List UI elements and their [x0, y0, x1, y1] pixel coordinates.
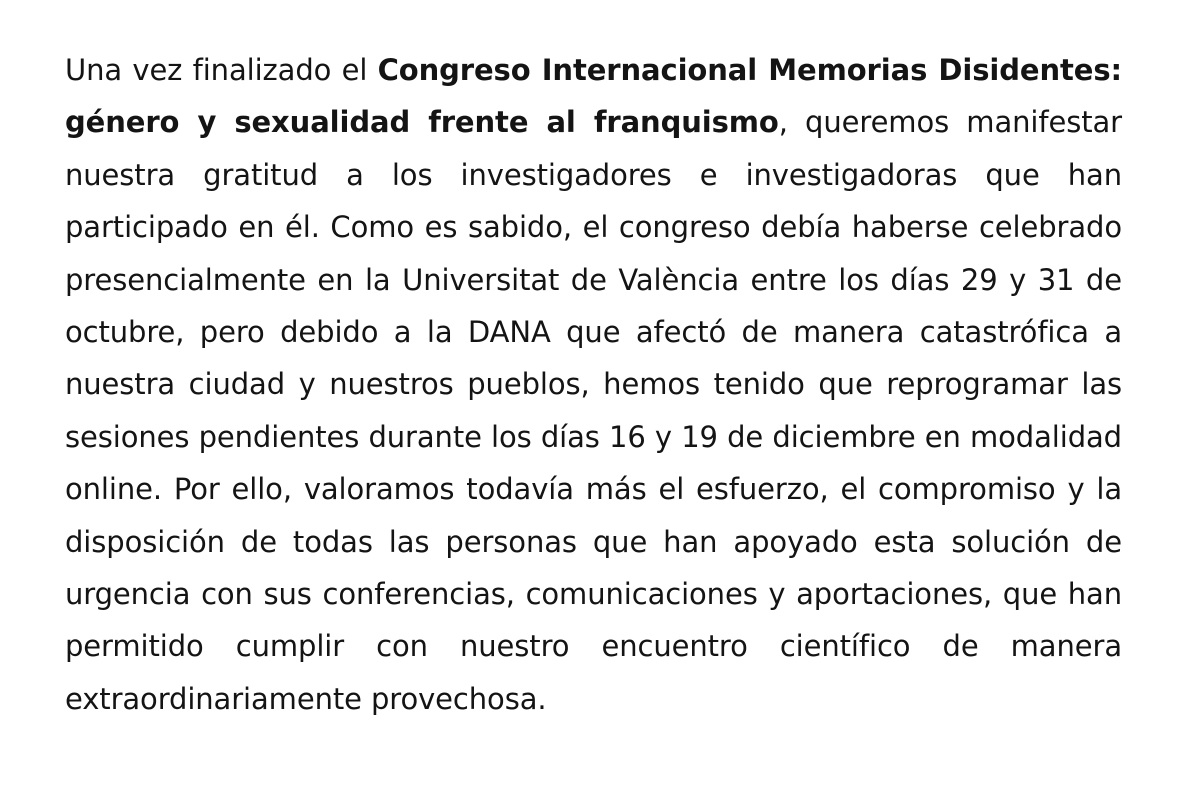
paragraph-body: , queremos manifestar nuestra gratitud a los investigadores e investigadoras que han participado en él. Como es sabido, el congreso debía haberse celebrado presencialmente en la Universitat de València entre los días 29 y 31 de octubre, pero debido a la DANA que afectó de manera catastrófica a nuestra ciudad y nuestros pueblos, hemos tenido que reprogramar las sesiones pendientes durante los días 16 y 19 de diciembre en modalidad online. Por ello, valoramos todavía más el esfuerzo, el compromiso y la disposición de todas las personas que han apoyado esta solución de urgencia con sus conferencias, comunicaciones y aportaciones, que han permitido cumplir con nuestro encuentro científico de manera extraordinariamente provechosa.: [65, 105, 1122, 716]
gratitude-paragraph: [65, 44, 1122, 725]
congress-name: Congreso Internacional Memorias Disidentes: género y sexualidad frente al franquismo: [65, 53, 1122, 140]
paragraph-intro: Una vez finalizado el: [65, 53, 378, 87]
document-page: [65, 44, 1122, 725]
